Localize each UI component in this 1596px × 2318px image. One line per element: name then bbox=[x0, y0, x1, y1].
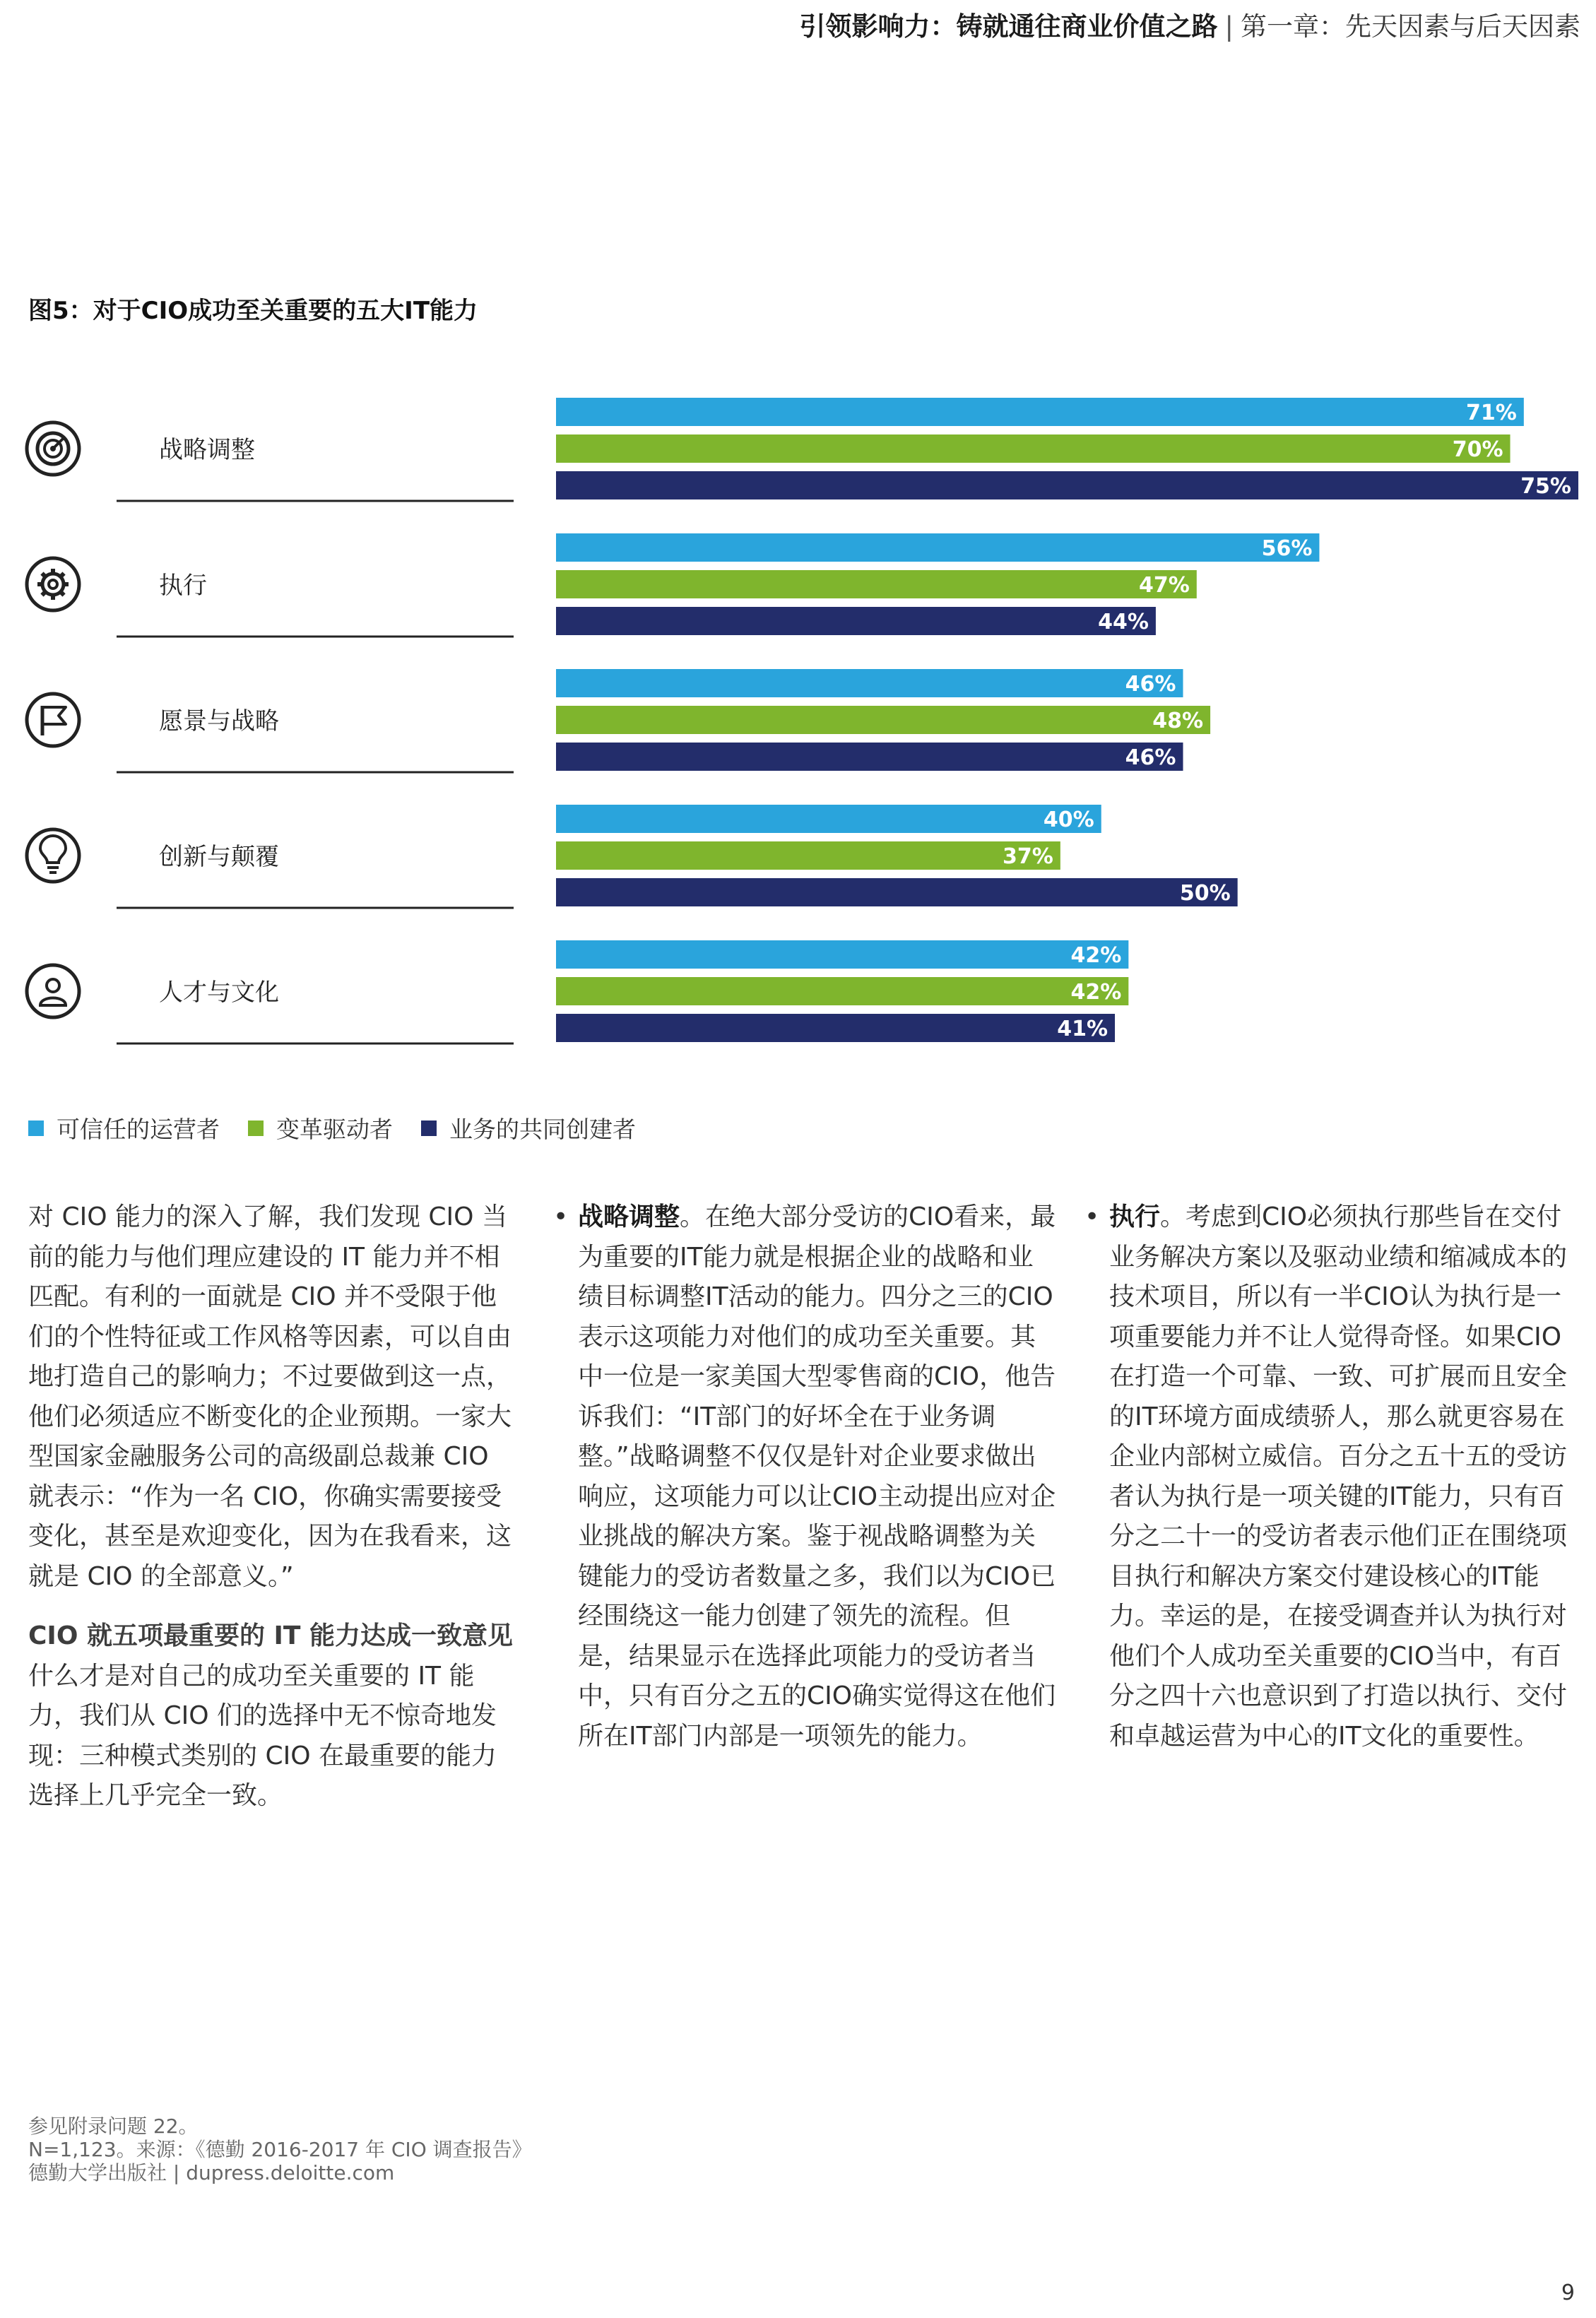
bar bbox=[556, 471, 1578, 499]
page-number: 9 bbox=[1561, 2281, 1575, 2305]
bar-value-label: 42% bbox=[1070, 943, 1122, 968]
person-icon bbox=[27, 965, 79, 1017]
legend-label: 可信任的运营者 bbox=[57, 1116, 220, 1143]
figure-title: 图5：对于CIO成功至关重要的五大IT能力 bbox=[28, 297, 478, 325]
footnote-appendix: 参见附录问题 22。 bbox=[28, 2115, 199, 2138]
legend-label: 变革驱动者 bbox=[276, 1116, 393, 1143]
lightbulb-icon bbox=[27, 829, 79, 882]
body-column-3 bbox=[1084, 1198, 1579, 1756]
bar-value-label: 37% bbox=[1003, 844, 1053, 869]
gear-icon bbox=[27, 558, 79, 610]
category-label: 愿景与战略 bbox=[159, 707, 279, 735]
legend-item-cocreate bbox=[421, 1111, 636, 1145]
section-subheading: CIO 就五项最重要的 IT 能力达成一致意见 bbox=[28, 1621, 513, 1650]
bar bbox=[556, 841, 1060, 870]
capability-bar-chart bbox=[0, 382, 1596, 1067]
bar bbox=[556, 878, 1238, 906]
legend-item-trusted bbox=[28, 1111, 220, 1145]
bullet-strategic-alignment bbox=[553, 1198, 1058, 1756]
flag-icon bbox=[27, 694, 79, 746]
bar-value-label: 50% bbox=[1179, 881, 1231, 906]
footnotes bbox=[28, 2115, 532, 2184]
bar bbox=[556, 977, 1128, 1005]
bar bbox=[556, 1014, 1115, 1042]
bar bbox=[556, 805, 1101, 833]
header-separator: | bbox=[1224, 11, 1234, 42]
legend-swatch bbox=[421, 1120, 437, 1136]
category-label: 执行 bbox=[159, 572, 207, 600]
footnote-publisher: 德勤大学出版社 | dupress.deloitte.com bbox=[28, 2161, 395, 2184]
bar-value-label: 46% bbox=[1125, 745, 1176, 770]
bar-value-label: 40% bbox=[1043, 808, 1094, 832]
category-group bbox=[27, 805, 1238, 908]
chapter-title: 第一章：先天因素与后天因素 bbox=[1241, 11, 1580, 42]
category-group bbox=[27, 669, 1210, 772]
bar bbox=[556, 398, 1524, 426]
bar-value-label: 71% bbox=[1466, 401, 1517, 425]
footnote-source: N=1,123。来源：《德勤 2016-2017 年 CIO 调查报告》 bbox=[28, 2138, 532, 2161]
report-title: 引领影响力：铸就通往商业价值之路 bbox=[799, 11, 1218, 42]
bullet-marker: • bbox=[1084, 1202, 1100, 1231]
target-icon bbox=[27, 422, 79, 475]
bar-value-label: 42% bbox=[1070, 980, 1122, 1005]
page-header bbox=[800, 7, 1580, 47]
body-column-2 bbox=[553, 1198, 1058, 1756]
bullet-execution bbox=[1084, 1198, 1579, 1756]
bar bbox=[556, 669, 1183, 697]
category-group bbox=[27, 940, 1128, 1043]
category-label: 战略调整 bbox=[159, 436, 255, 464]
bar bbox=[556, 570, 1197, 598]
bullet-text: 。考虑到CIO必须执行那些旨在交付业务解决方案以及驱动业绩和缩减成本的技术项目，所以有一半CIO认为执行是一项重要能力并不让人觉得奇怪。如果CIO在打造一个可靠、一致、可扩展而且安全的IT环境方面成绩骄人，那么就更容易在企业内部树立威信。百分之五十五的受访者认为执行是一项关键的IT能力，只有百分之二十一的受访者表示他们正在围绕项目执行和解决方案交付建设核心的IT能力。幸运的是，在接受调查并认为执行对他们个人成功至关重要的CIO当中，有百分之四十六也意识到了打造以执行、交付和卓越运营为中心的IT文化的重要性。 bbox=[1109, 1202, 1568, 1751]
bar bbox=[556, 940, 1128, 969]
body-column-1 bbox=[28, 1198, 516, 1816]
bar bbox=[556, 607, 1156, 635]
bar bbox=[556, 434, 1511, 463]
bullet-lead: 执行 bbox=[1109, 1202, 1161, 1231]
bar-value-label: 46% bbox=[1125, 672, 1176, 697]
bar-value-label: 41% bbox=[1057, 1017, 1109, 1041]
category-label: 人才与文化 bbox=[159, 978, 279, 1007]
legend-label: 业务的共同创建者 bbox=[449, 1116, 636, 1143]
legend-swatch bbox=[28, 1120, 44, 1136]
bar-value-label: 48% bbox=[1152, 709, 1204, 733]
bar bbox=[556, 533, 1319, 562]
bar bbox=[556, 706, 1210, 734]
chart-legend bbox=[28, 1111, 664, 1145]
bar bbox=[556, 743, 1183, 771]
bar-value-label: 70% bbox=[1452, 437, 1503, 462]
bullet-lead: 战略调整 bbox=[578, 1202, 680, 1231]
legend-item-change bbox=[248, 1111, 393, 1145]
legend-swatch bbox=[248, 1120, 264, 1136]
bullet-text: 。在绝大部分受访的CIO看来，最为重要的IT能力就是根据企业的战略和业绩目标调整IT活动的能力。四分之三的CIO表示这项能力对他们的成功至关重要。其中一位是一家美国大型零售商的CIO，他告诉我们：“IT部门的好坏全在于业务调整。”战略调整不仅仅是针对企业要求做出响应，这项能力可以让CIO主动提出应对企业挑战的解决方案。鉴于视战略调整为关键能力的受访者数量之多，我们以为CIO已经围绕这一能力创建了领先的流程。但是，结果显示在选择此项能力的受访者当中，只有百分之五的CIO确实觉得这在他们所在IT部门内部是一项领先的能力。 bbox=[578, 1202, 1056, 1751]
bar-value-label: 47% bbox=[1138, 573, 1190, 598]
category-label: 创新与颠覆 bbox=[159, 843, 279, 871]
bar-value-label: 56% bbox=[1261, 536, 1313, 561]
category-group bbox=[27, 398, 1578, 501]
intro-paragraph: 对 CIO 能力的深入了解，我们发现 CIO 当前的能力与他们理应建设的 IT 能力并不相匹配。有利的一面就是 CIO 并不受限于他们的个性特征或工作风格等因素，可以自由地打造自己的影响力；不过要做到这一点，他们必须适应不断变化的企业预期。一家大型国家金融服务公司的高级副总裁兼 CIO 就表示：“作为一名 CIO，你确实需要接受变化，甚至是欢迎变化，因为在我看来，这就是 CIO 的全部意义。” bbox=[28, 1202, 512, 1591]
bar-value-label: 44% bbox=[1098, 610, 1149, 634]
bar-value-label: 75% bbox=[1520, 474, 1571, 499]
category-group bbox=[27, 533, 1319, 637]
bullet-marker: • bbox=[553, 1202, 569, 1231]
section-paragraph: 什么才是对自己的成功至关重要的 IT 能力，我们从 CIO 们的选择中无不惊奇地发现：三种模式类别的 CIO 在最重要的能力选择上几乎完全一致。 bbox=[28, 1661, 497, 1810]
